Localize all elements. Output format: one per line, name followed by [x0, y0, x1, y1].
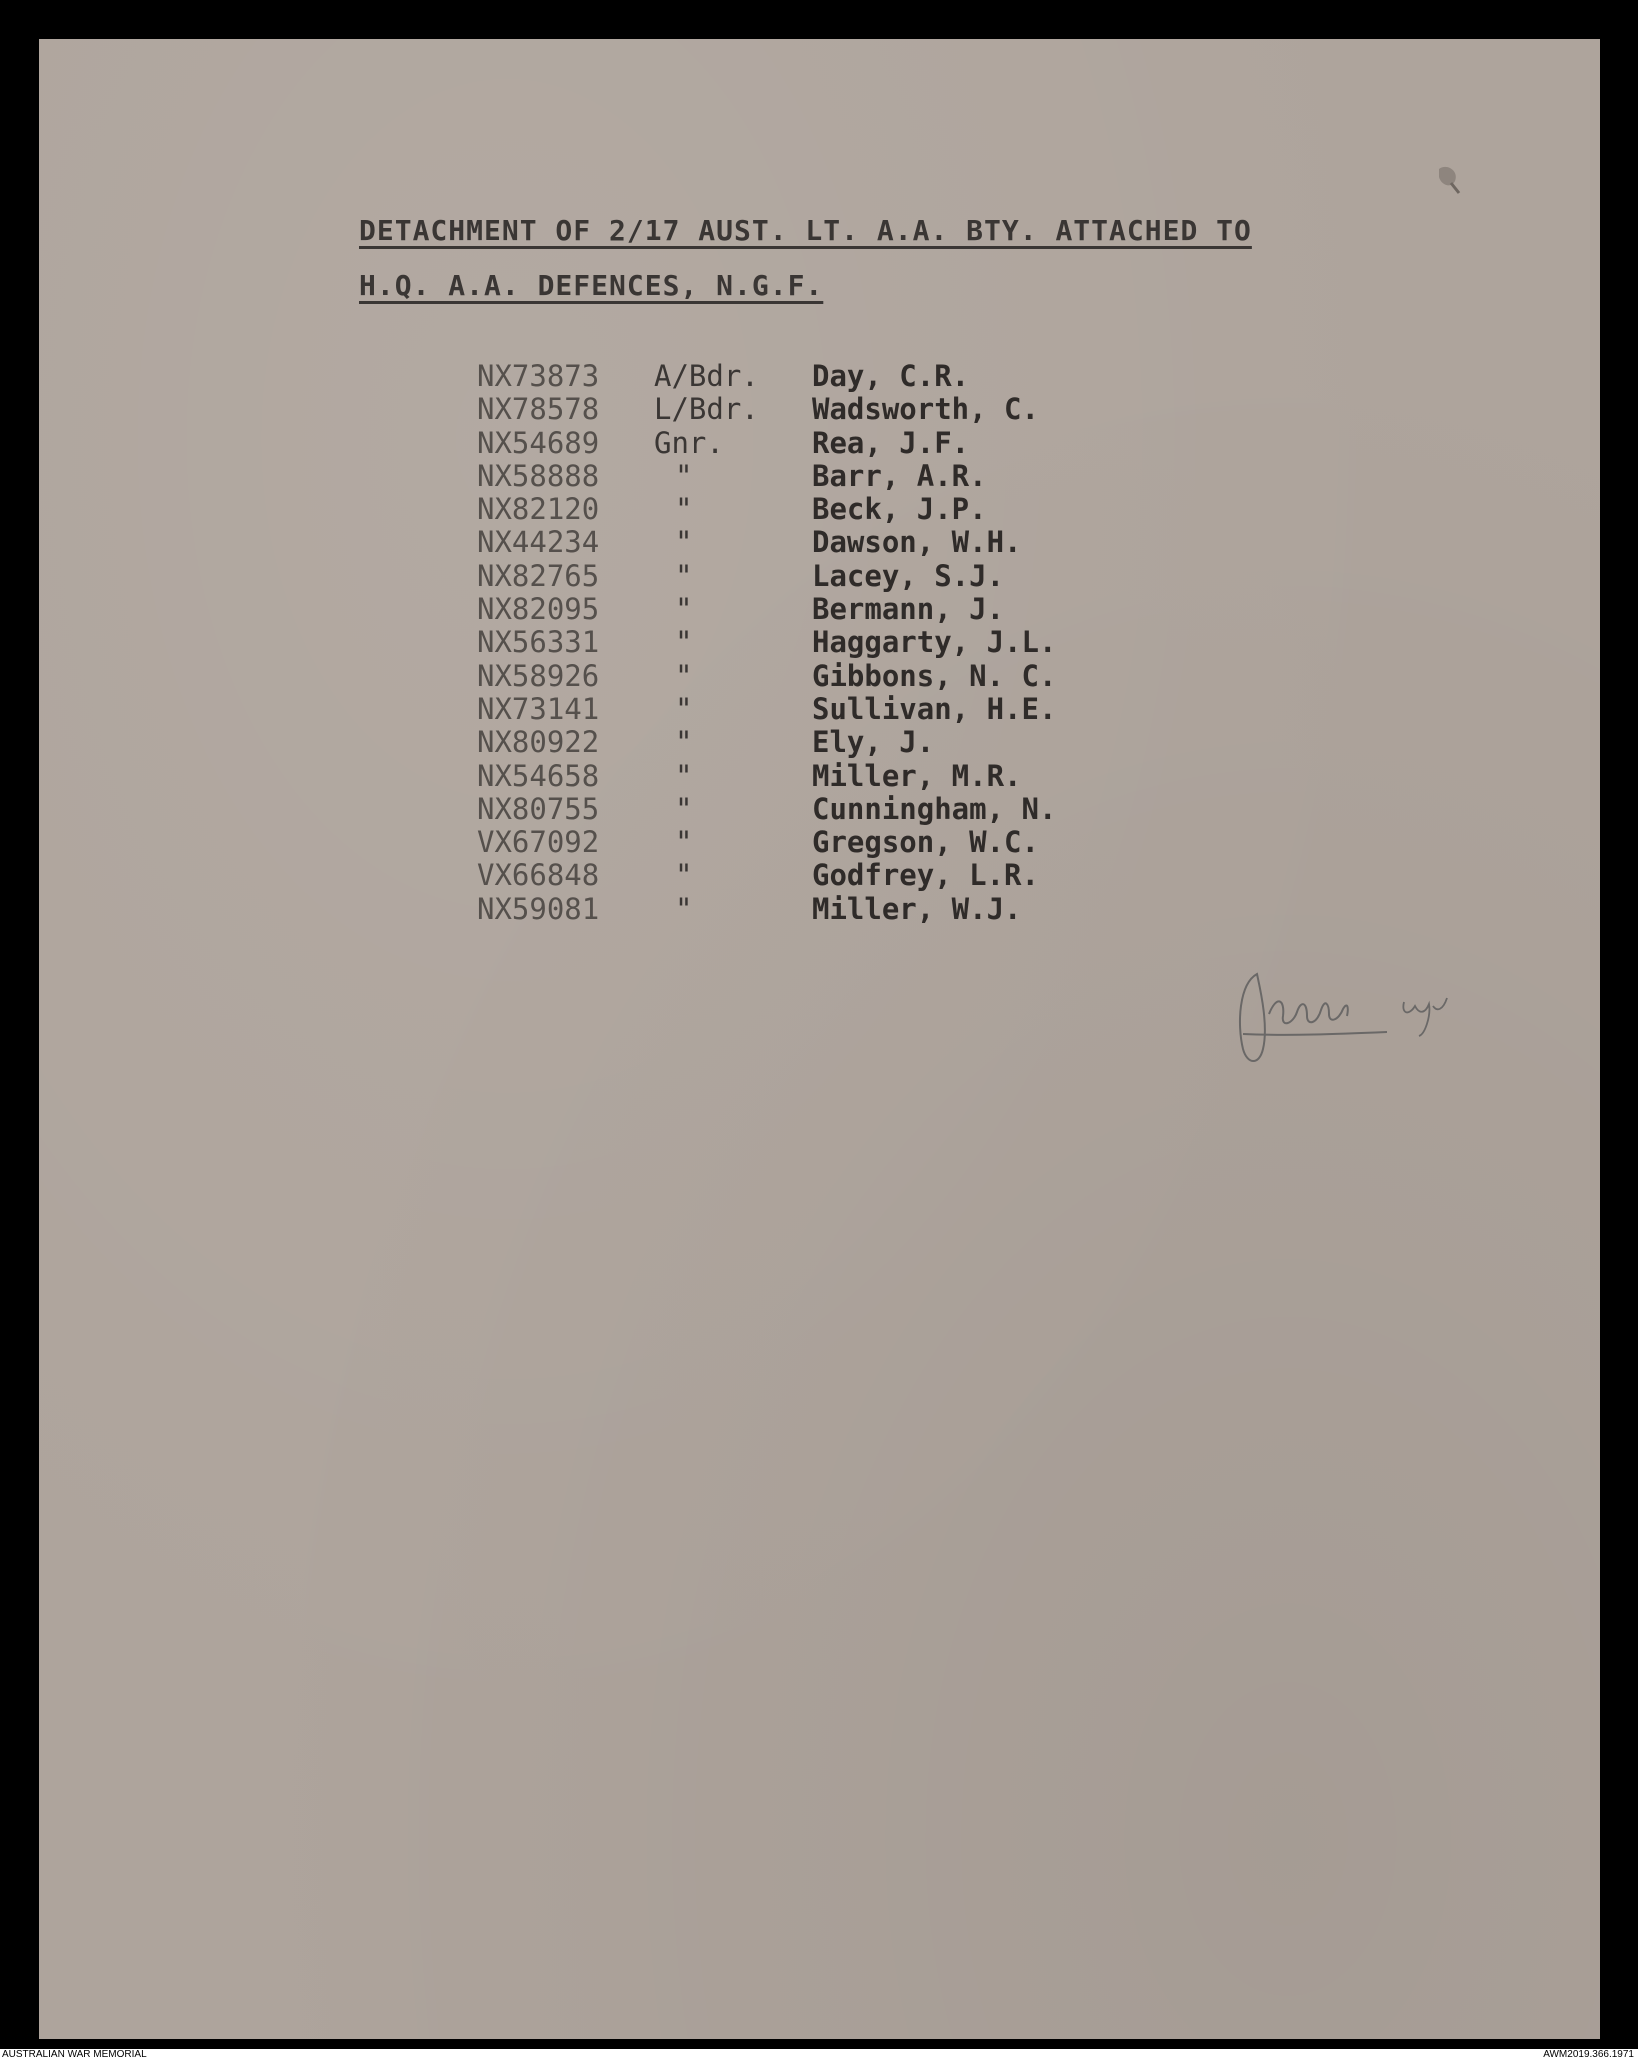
rank: " [675, 658, 693, 693]
roll-row [477, 559, 1157, 592]
roll-row [477, 692, 1157, 725]
service-number: NX82095 [477, 592, 600, 627]
roll-row [477, 592, 1157, 625]
member-name: Bermann, J. [812, 592, 1005, 627]
service-number: VX67092 [477, 825, 600, 860]
roll-row [477, 459, 1157, 492]
roll-row [477, 359, 1157, 392]
rank: " [675, 592, 693, 627]
service-number: NX80755 [477, 791, 600, 826]
rank: " [675, 492, 693, 527]
roll-row [477, 426, 1157, 459]
rank: " [675, 625, 693, 660]
heading-line-1: DETACHMENT OF 2/17 AUST. LT. A.A. BTY. ATTACHED TO [359, 214, 1252, 247]
service-number: NX54689 [477, 425, 600, 460]
personnel-roll [477, 359, 1157, 925]
roll-row [477, 825, 1157, 858]
member-name: Miller, M.R. [812, 758, 1022, 793]
footer [0, 2049, 1638, 2061]
service-number: NX73873 [477, 359, 600, 393]
member-name: Rea, J.F. [812, 425, 970, 460]
rank: A/Bdr. [654, 359, 759, 393]
service-number: NX78578 [477, 392, 600, 427]
roll-row [477, 492, 1157, 525]
rank: " [675, 825, 693, 860]
roll-row [477, 858, 1157, 891]
rank: " [675, 725, 693, 760]
footer-reference: AWM2019.366.1971 [1543, 2049, 1634, 2060]
rank: " [675, 758, 693, 793]
rank: " [675, 791, 693, 826]
roll-row [477, 625, 1157, 658]
service-number: NX58926 [477, 658, 600, 693]
rank: " [675, 558, 693, 593]
service-number: NX59081 [477, 891, 600, 926]
document-page [39, 39, 1600, 2039]
rank: " [675, 525, 693, 560]
roll-row [477, 725, 1157, 758]
member-name: Beck, J.P. [812, 492, 987, 527]
service-number: NX58888 [477, 458, 600, 493]
member-name: Sullivan, H.E. [812, 691, 1057, 726]
rank: " [675, 858, 693, 893]
roll-row [477, 892, 1157, 925]
heading-line-2: H.Q. A.A. DEFENCES, N.G.F. [359, 269, 824, 302]
member-name: Godfrey, L.R. [812, 858, 1039, 893]
rank: " [675, 891, 693, 926]
footer-source: AUSTRALIAN WAR MEMORIAL [2, 2049, 147, 2060]
roll-row [477, 392, 1157, 425]
member-name: Ely, J. [812, 725, 935, 760]
service-number: NX44234 [477, 525, 600, 560]
member-name: Wadsworth, C. [812, 392, 1039, 427]
roll-row [477, 525, 1157, 558]
member-name: Barr, A.R. [812, 458, 987, 493]
service-number: NX82120 [477, 492, 600, 527]
member-name: Gregson, W.C. [812, 825, 1039, 860]
service-number: NX54658 [477, 758, 600, 793]
rank: " [675, 458, 693, 493]
service-number: VX66848 [477, 858, 600, 893]
member-name: Day, C.R. [812, 359, 970, 393]
member-name: Haggarty, J.L. [812, 625, 1057, 660]
handwritten-signature [1229, 954, 1489, 1094]
service-number: NX80922 [477, 725, 600, 760]
roll-row [477, 759, 1157, 792]
roll-row [477, 659, 1157, 692]
paper-marks [1419, 149, 1479, 209]
service-number: NX82765 [477, 558, 600, 593]
service-number: NX73141 [477, 691, 600, 726]
service-number: NX56331 [477, 625, 600, 660]
rank: L/Bdr. [654, 392, 759, 427]
member-name: Miller, W.J. [812, 891, 1022, 926]
member-name: Cunningham, N. [812, 791, 1057, 826]
member-name: Gibbons, N. C. [812, 658, 1057, 693]
member-name: Dawson, W.H. [812, 525, 1022, 560]
member-name: Lacey, S.J. [812, 558, 1005, 593]
rank: Gnr. [654, 425, 724, 460]
roll-row [477, 792, 1157, 825]
rank: " [675, 691, 693, 726]
